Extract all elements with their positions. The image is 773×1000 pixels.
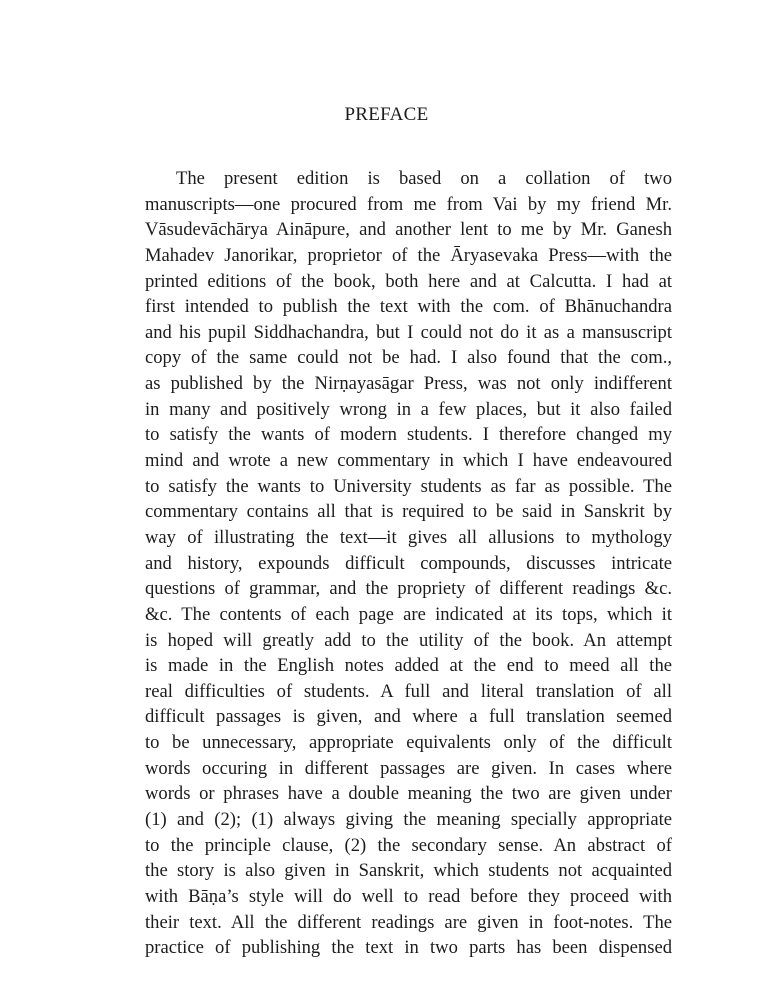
paragraph-line: first intended to publish the text with the com. of Bhānuchandra <box>145 296 672 318</box>
paragraph-line: &c. The contents of each page are indicated at its tops, which it <box>145 603 672 625</box>
paragraph-line: words occuring in different passages are given. In cases where <box>145 757 672 779</box>
paragraph-line: to be unnecessary, appropriate equivalents only of the difficult <box>145 732 672 754</box>
paragraph-line: and his pupil Siddhachandra, but I could not do it as a mansuscript <box>145 321 672 343</box>
preface-paragraph <box>145 166 672 961</box>
paragraph-line: practice of publishing the text in two parts has been dispensed <box>145 937 672 959</box>
paragraph-line: the story is also given in Sanskrit, which students not acquainted <box>145 860 672 882</box>
paragraph-line: The present edition is based on a collation of two <box>176 168 672 189</box>
paragraph-line: copy of the same could not be had. I also found that the com., <box>145 347 672 369</box>
paragraph-line: is made in the English notes added at the end to meed all the <box>145 655 672 677</box>
paragraph-line: as published by the Nirṇayasāgar Press, was not only indifferent <box>145 373 672 395</box>
paragraph-line: to satisfy the wants of modern students. I therefore changed my <box>145 424 672 446</box>
paragraph-line: words or phrases have a double meaning the two are given under <box>145 783 672 805</box>
paragraph-line: real difficulties of students. A full and literal translation of all <box>145 680 672 702</box>
paragraph-line: commentary contains all that is required to be said in Sanskrit by <box>145 501 672 523</box>
paragraph-line: to satisfy the wants to University students as far as possible. The <box>145 475 672 497</box>
paragraph-line: way of illustrating the text—it gives all allusions to mythology <box>145 526 672 548</box>
paragraph-line: (1) and (2); (1) always giving the meaning specially appropriate <box>145 809 672 831</box>
paragraph-line: with Bāṇa’s style will do well to read before they proceed with <box>145 885 672 907</box>
paragraph-line: difficult passages is given, and where a full translation seemed <box>145 706 672 728</box>
paragraph-line: Mahadev Janorikar, proprietor of the Āryasevaka Press—with the <box>145 244 672 266</box>
paragraph-line: Vāsudevāchārya Aināpure, and another lent to me by Mr. Ganesh <box>145 219 672 241</box>
paragraph-line: their text. All the different readings are given in foot-notes. The <box>145 911 672 933</box>
paragraph-line: to the principle clause, (2) the secondary sense. An abstract of <box>145 834 672 856</box>
paragraph-line: manuscripts—one procured from me from Vai by my friend Mr. <box>145 193 672 215</box>
paragraph-line: and history, expounds difficult compounds, discusses intricate <box>145 552 672 574</box>
paragraph-line: printed editions of the book, both here and at Calcutta. I had at <box>145 270 672 292</box>
paragraph-line: questions of grammar, and the propriety of different readings &c. <box>145 578 672 600</box>
paragraph-line: mind and wrote a new commentary in which I have endeavoured <box>145 450 672 472</box>
paragraph-line: in many and positively wrong in a few places, but it also failed <box>145 398 672 420</box>
page-heading: PREFACE <box>344 104 429 125</box>
paragraph-line: is hoped will greatly add to the utility of the book. An attempt <box>145 629 672 651</box>
